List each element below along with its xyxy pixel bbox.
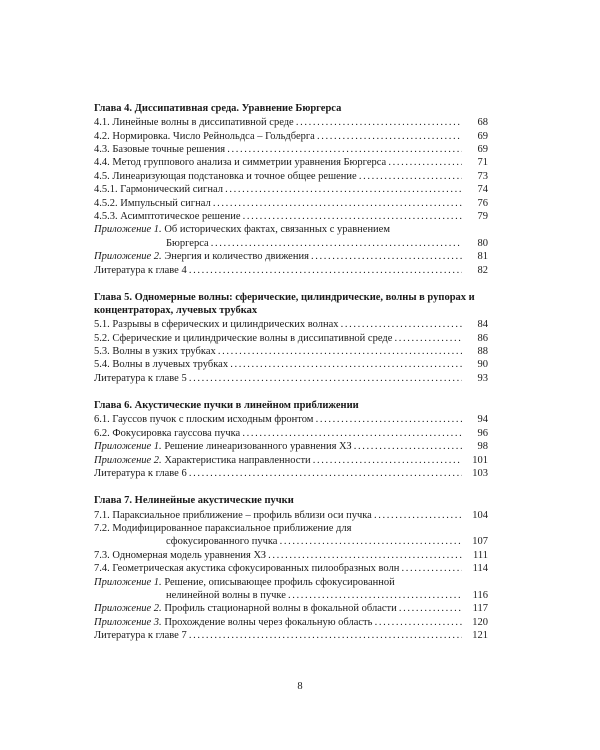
entry-first-line [94, 223, 488, 236]
entry-text [94, 170, 462, 183]
entry-first-line [94, 522, 488, 535]
entry-title: 7.1. Параксиальное приближение – профиль вблизи оси пучка [94, 509, 372, 521]
chapter-title: Глава 5. Одномерные волны: сферические, цилиндрические, волны в рупорах и концентраторах, лучевых трубках [94, 291, 475, 317]
entry-text [94, 358, 462, 371]
entry-page-number: 107 [472, 536, 488, 548]
entry-title: 4.5.3. Асимптотическое решение [94, 210, 241, 222]
toc-entry [94, 250, 488, 263]
toc-entry [94, 332, 488, 345]
entry-text [94, 562, 462, 575]
toc-entry [94, 576, 488, 603]
toc-entry [94, 549, 488, 562]
toc-entry [94, 467, 488, 480]
entry-continuation-text [166, 237, 462, 250]
entry-page-number: 76 [477, 197, 488, 209]
toc-entry [94, 454, 488, 467]
entry-page-number: 104 [472, 509, 488, 521]
entry-title: 4.5.2. Импульсный сигнал [94, 197, 211, 209]
entry-title: 4.3. Базовые точные решения [94, 143, 226, 155]
toc-entry [94, 440, 488, 453]
entry-page-number: 71 [477, 157, 488, 169]
entry-title: Характеристика направленности [161, 454, 311, 466]
entry-title: Энергия и количество движения [161, 251, 309, 263]
entry-page-number: 81 [477, 251, 488, 263]
entry-text [94, 197, 462, 210]
entry-title: 4.4. Метод группового анализа и симметрии уравнения Бюргерса [94, 157, 387, 169]
toc-entry [94, 358, 488, 371]
entry-continuation [94, 237, 488, 250]
toc-entry [94, 223, 488, 250]
toc-entry [94, 427, 488, 440]
entry-page-number: 121 [472, 630, 488, 642]
toc-entry [94, 183, 488, 196]
entry-text [94, 156, 462, 169]
toc-entry [94, 345, 488, 358]
entry-title: 7.3. Одномерная модель уравнения ХЗ [94, 549, 267, 561]
entry-title: Литература к главе 6 [94, 468, 187, 480]
toc-entry [94, 629, 488, 642]
toc-entry [94, 170, 488, 183]
entry-page-number: 96 [477, 427, 488, 439]
entry-title: Литература к главе 4 [94, 264, 187, 276]
entry-page-number: 114 [472, 563, 488, 575]
toc-entry [94, 156, 488, 169]
entry-title: Литература к главе 5 [94, 372, 187, 384]
entry-page-number: 116 [472, 590, 488, 601]
entry-title-continued: нелинейной волны в пучке [166, 590, 286, 601]
entry-page-number: 101 [472, 454, 488, 466]
entry-title: 6.1. Гауссов пучок с плоским исходным фронтом [94, 414, 314, 426]
appendix-label: Приложение 2. [94, 603, 162, 615]
toc-entry [94, 197, 488, 210]
entry-page-number: 82 [477, 264, 488, 276]
entry-title: 4.5.1. Гармонический сигнал [94, 184, 223, 196]
entry-text [94, 130, 462, 143]
entry-title: Прохождение волны через фокальную область [161, 616, 373, 628]
appendix-label: Приложение 2. [94, 251, 162, 263]
entry-page-number: 117 [472, 603, 488, 615]
entry-page-number: 73 [477, 170, 488, 182]
entry-page-number: 86 [477, 332, 488, 344]
page-number: 8 [297, 681, 303, 692]
entry-title: 5.3. Волны в узких трубках [94, 346, 216, 358]
entry-text [94, 372, 462, 385]
entry-title-continued: сфокусированного пучка [166, 536, 278, 548]
toc-entry [94, 413, 488, 426]
chapter-title: Глава 4. Диссипативная среда. Уравнение Бюргерса [94, 103, 342, 114]
appendix-label: Приложение 1. [94, 224, 162, 236]
chapter-title: Глава 6. Акустические пучки в линейном приближении [94, 400, 359, 412]
toc-chapter [94, 291, 488, 385]
entry-text [94, 509, 462, 522]
toc-chapter [94, 494, 488, 642]
entry-page-number: 103 [472, 468, 488, 480]
entry-text [94, 413, 462, 426]
entry-text [94, 467, 462, 480]
entry-text [94, 210, 462, 223]
entry-page-number: 80 [477, 237, 488, 249]
entry-text [94, 616, 462, 629]
entry-text [94, 602, 462, 615]
toc-entry [94, 264, 488, 277]
entry-title-continued: Бюргерса [166, 237, 209, 249]
toc-entry [94, 318, 488, 331]
entry-title: Об исторических фактах, связанных с уравнением [161, 224, 390, 236]
entry-title: 5.1. Разрывы в сферических и цилиндрических волнах [94, 319, 339, 331]
entry-continuation-text [166, 535, 462, 548]
entry-continuation-text [166, 589, 462, 602]
entry-text [94, 427, 462, 440]
entry-page-number: 68 [477, 117, 488, 129]
toc-entry [94, 616, 488, 629]
entry-text [94, 250, 462, 263]
toc-entry [94, 602, 488, 615]
entry-page-number: 111 [473, 549, 488, 561]
entry-title: 6.2. Фокусировка гауссова пучка [94, 427, 241, 439]
toc-chapter [94, 102, 488, 277]
entry-text [94, 143, 462, 156]
entry-page-number: 69 [477, 130, 488, 142]
entry-text [94, 318, 462, 331]
entry-text [94, 332, 462, 345]
toc-entry [94, 562, 488, 575]
toc-entry [94, 210, 488, 223]
toc-entry [94, 116, 488, 129]
entry-page-number: 88 [477, 346, 488, 358]
toc-entry [94, 372, 488, 385]
entry-page-number: 120 [472, 616, 488, 628]
entry-text [94, 454, 462, 467]
entry-page-number: 79 [477, 210, 488, 222]
toc-chapter [94, 399, 488, 480]
toc-entry [94, 143, 488, 156]
appendix-label: Приложение 2. [94, 454, 162, 466]
entry-title: Профиль стационарной волны в фокальной области [161, 603, 397, 615]
entry-title: 4.5. Линеаризующая подстановка и точное общее решение [94, 170, 357, 182]
table-of-contents [94, 102, 488, 657]
toc-entry [94, 522, 488, 549]
entry-page-number: 84 [477, 319, 488, 331]
entry-title: Решение, описывающее профиль сфокусированной [161, 576, 395, 588]
entry-text [94, 345, 462, 358]
toc-entry [94, 130, 488, 143]
entry-title: 7.2. Модифицированное параксиальное приближение для [94, 523, 352, 535]
toc-entry [94, 509, 488, 522]
entry-continuation [94, 589, 488, 602]
entry-title: Решение линеаризованного уравнения ХЗ [161, 441, 352, 453]
entry-page-number: 94 [477, 414, 488, 426]
chapter-title: Глава 7. Нелинейные акустические пучки [94, 495, 294, 507]
entry-title: 7.4. Геометрическая акустика сфокусированных пилообразных волн [94, 563, 400, 575]
appendix-label: Приложение 1. [94, 576, 162, 588]
entry-title: Литература к главе 7 [94, 630, 187, 642]
entry-title: 5.4. Волны в лучевых трубках [94, 359, 229, 371]
entry-first-line [94, 576, 488, 589]
entry-continuation [94, 535, 488, 548]
entry-page-number: 74 [477, 184, 488, 196]
entry-text [94, 183, 462, 196]
entry-page-number: 90 [477, 359, 488, 371]
appendix-label: Приложение 1. [94, 441, 162, 453]
entry-page-number: 69 [477, 143, 488, 155]
appendix-label: Приложение 3. [94, 616, 162, 628]
entry-text [94, 629, 462, 642]
entry-page-number: 98 [477, 441, 488, 453]
entry-page-number: 93 [477, 372, 488, 384]
entry-title: 5.2. Сферические и цилиндрические волны в диссипативной среде [94, 332, 393, 344]
entry-title: 4.1. Линейные волны в диссипативной среде [94, 117, 294, 129]
entry-text [94, 440, 462, 453]
entry-text [94, 116, 462, 129]
entry-text [94, 549, 462, 562]
entry-text [94, 264, 462, 277]
entry-title: 4.2. Нормировка. Число Рейнольдса – Гольдберга [94, 130, 315, 142]
